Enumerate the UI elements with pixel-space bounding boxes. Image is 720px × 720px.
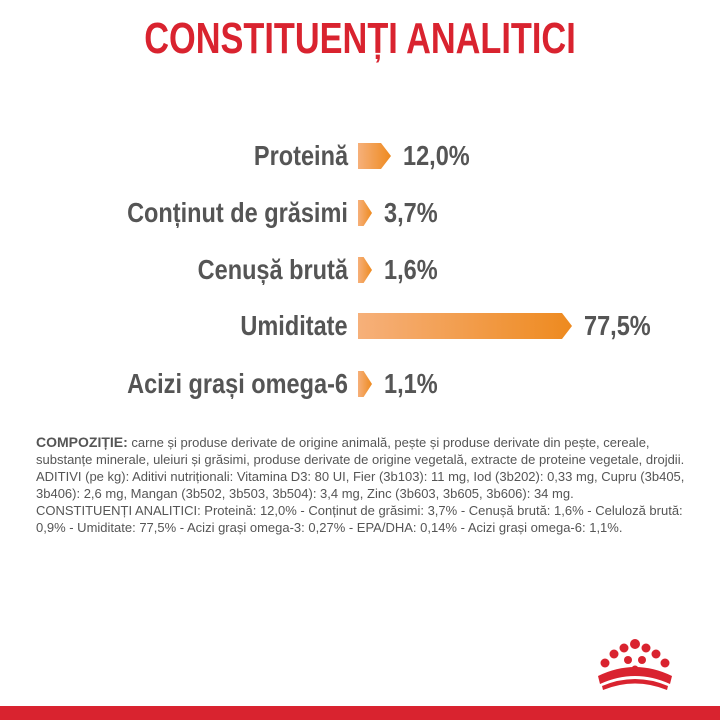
value-label: 1,6% bbox=[384, 254, 438, 285]
value-label: 3,7% bbox=[384, 197, 438, 228]
page-title: CONSTITUENȚI ANALITICI bbox=[144, 14, 576, 63]
bar bbox=[358, 200, 372, 226]
bar bbox=[358, 257, 372, 283]
composition-label: COMPOZIȚIE: bbox=[36, 434, 128, 450]
category-label: Acizi grași omega-6 bbox=[127, 368, 348, 399]
bar bbox=[358, 143, 391, 169]
footer-bar bbox=[0, 706, 720, 720]
bar bbox=[358, 313, 572, 339]
chart-row bbox=[0, 193, 720, 233]
chart-row bbox=[0, 364, 720, 404]
bar-shape bbox=[358, 257, 372, 283]
category-label: Umiditate bbox=[240, 310, 348, 341]
bar-shape bbox=[358, 200, 372, 226]
value-label: 1,1% bbox=[384, 368, 438, 399]
royal-canin-crown-icon bbox=[590, 636, 680, 694]
category-label: Proteină bbox=[253, 140, 348, 171]
category-label: Cenușă brută bbox=[197, 254, 348, 285]
category-label: Conținut de grăsimi bbox=[127, 197, 348, 228]
composition-text: carne și produse derivate de origine animală, pește și produse derivate din pește, cereale, substanțe minerale, uleiuri și grăsimi, produse derivate de origine vegetală, extracte de proteine vegetale, drojdii. bbox=[36, 435, 685, 467]
bar-shape bbox=[358, 371, 372, 397]
ingredients-text bbox=[36, 434, 686, 536]
bar-shape bbox=[358, 313, 572, 339]
composition-paragraph bbox=[36, 434, 686, 468]
bar-shape bbox=[358, 143, 391, 169]
chart-row bbox=[0, 250, 720, 290]
bar bbox=[358, 371, 372, 397]
value-label: 77,5% bbox=[584, 310, 651, 341]
chart-row bbox=[0, 306, 720, 346]
constituents-paragraph: CONSTITUENȚI ANALITICI: Proteină: 12,0% - Conținut de grăsimi: 3,7% - Cenușă brută: 1,6% - Celuloză brută: 0,9% - Umiditate: 77,5% - Acizi grași omega-3: 0,27% - EPA/DHA: 0,14% - Acizi grași omega-6: 1,1%. bbox=[36, 503, 683, 535]
additives-paragraph: ADITIVI (pe kg): Aditivi nutriționali: Vitamina D3: 80 UI, Fier (3b103): 11 mg, Iod (3b202): 0,33 mg, Cupru (3b405, 3b406): 2,6 mg, Mangan (3b502, 3b503, 3b504): 3,4 mg, Zinc (3b603, 3b605, 3b606): 34 mg. bbox=[36, 469, 685, 501]
chart-row bbox=[0, 136, 720, 176]
value-label: 12,0% bbox=[403, 140, 470, 171]
